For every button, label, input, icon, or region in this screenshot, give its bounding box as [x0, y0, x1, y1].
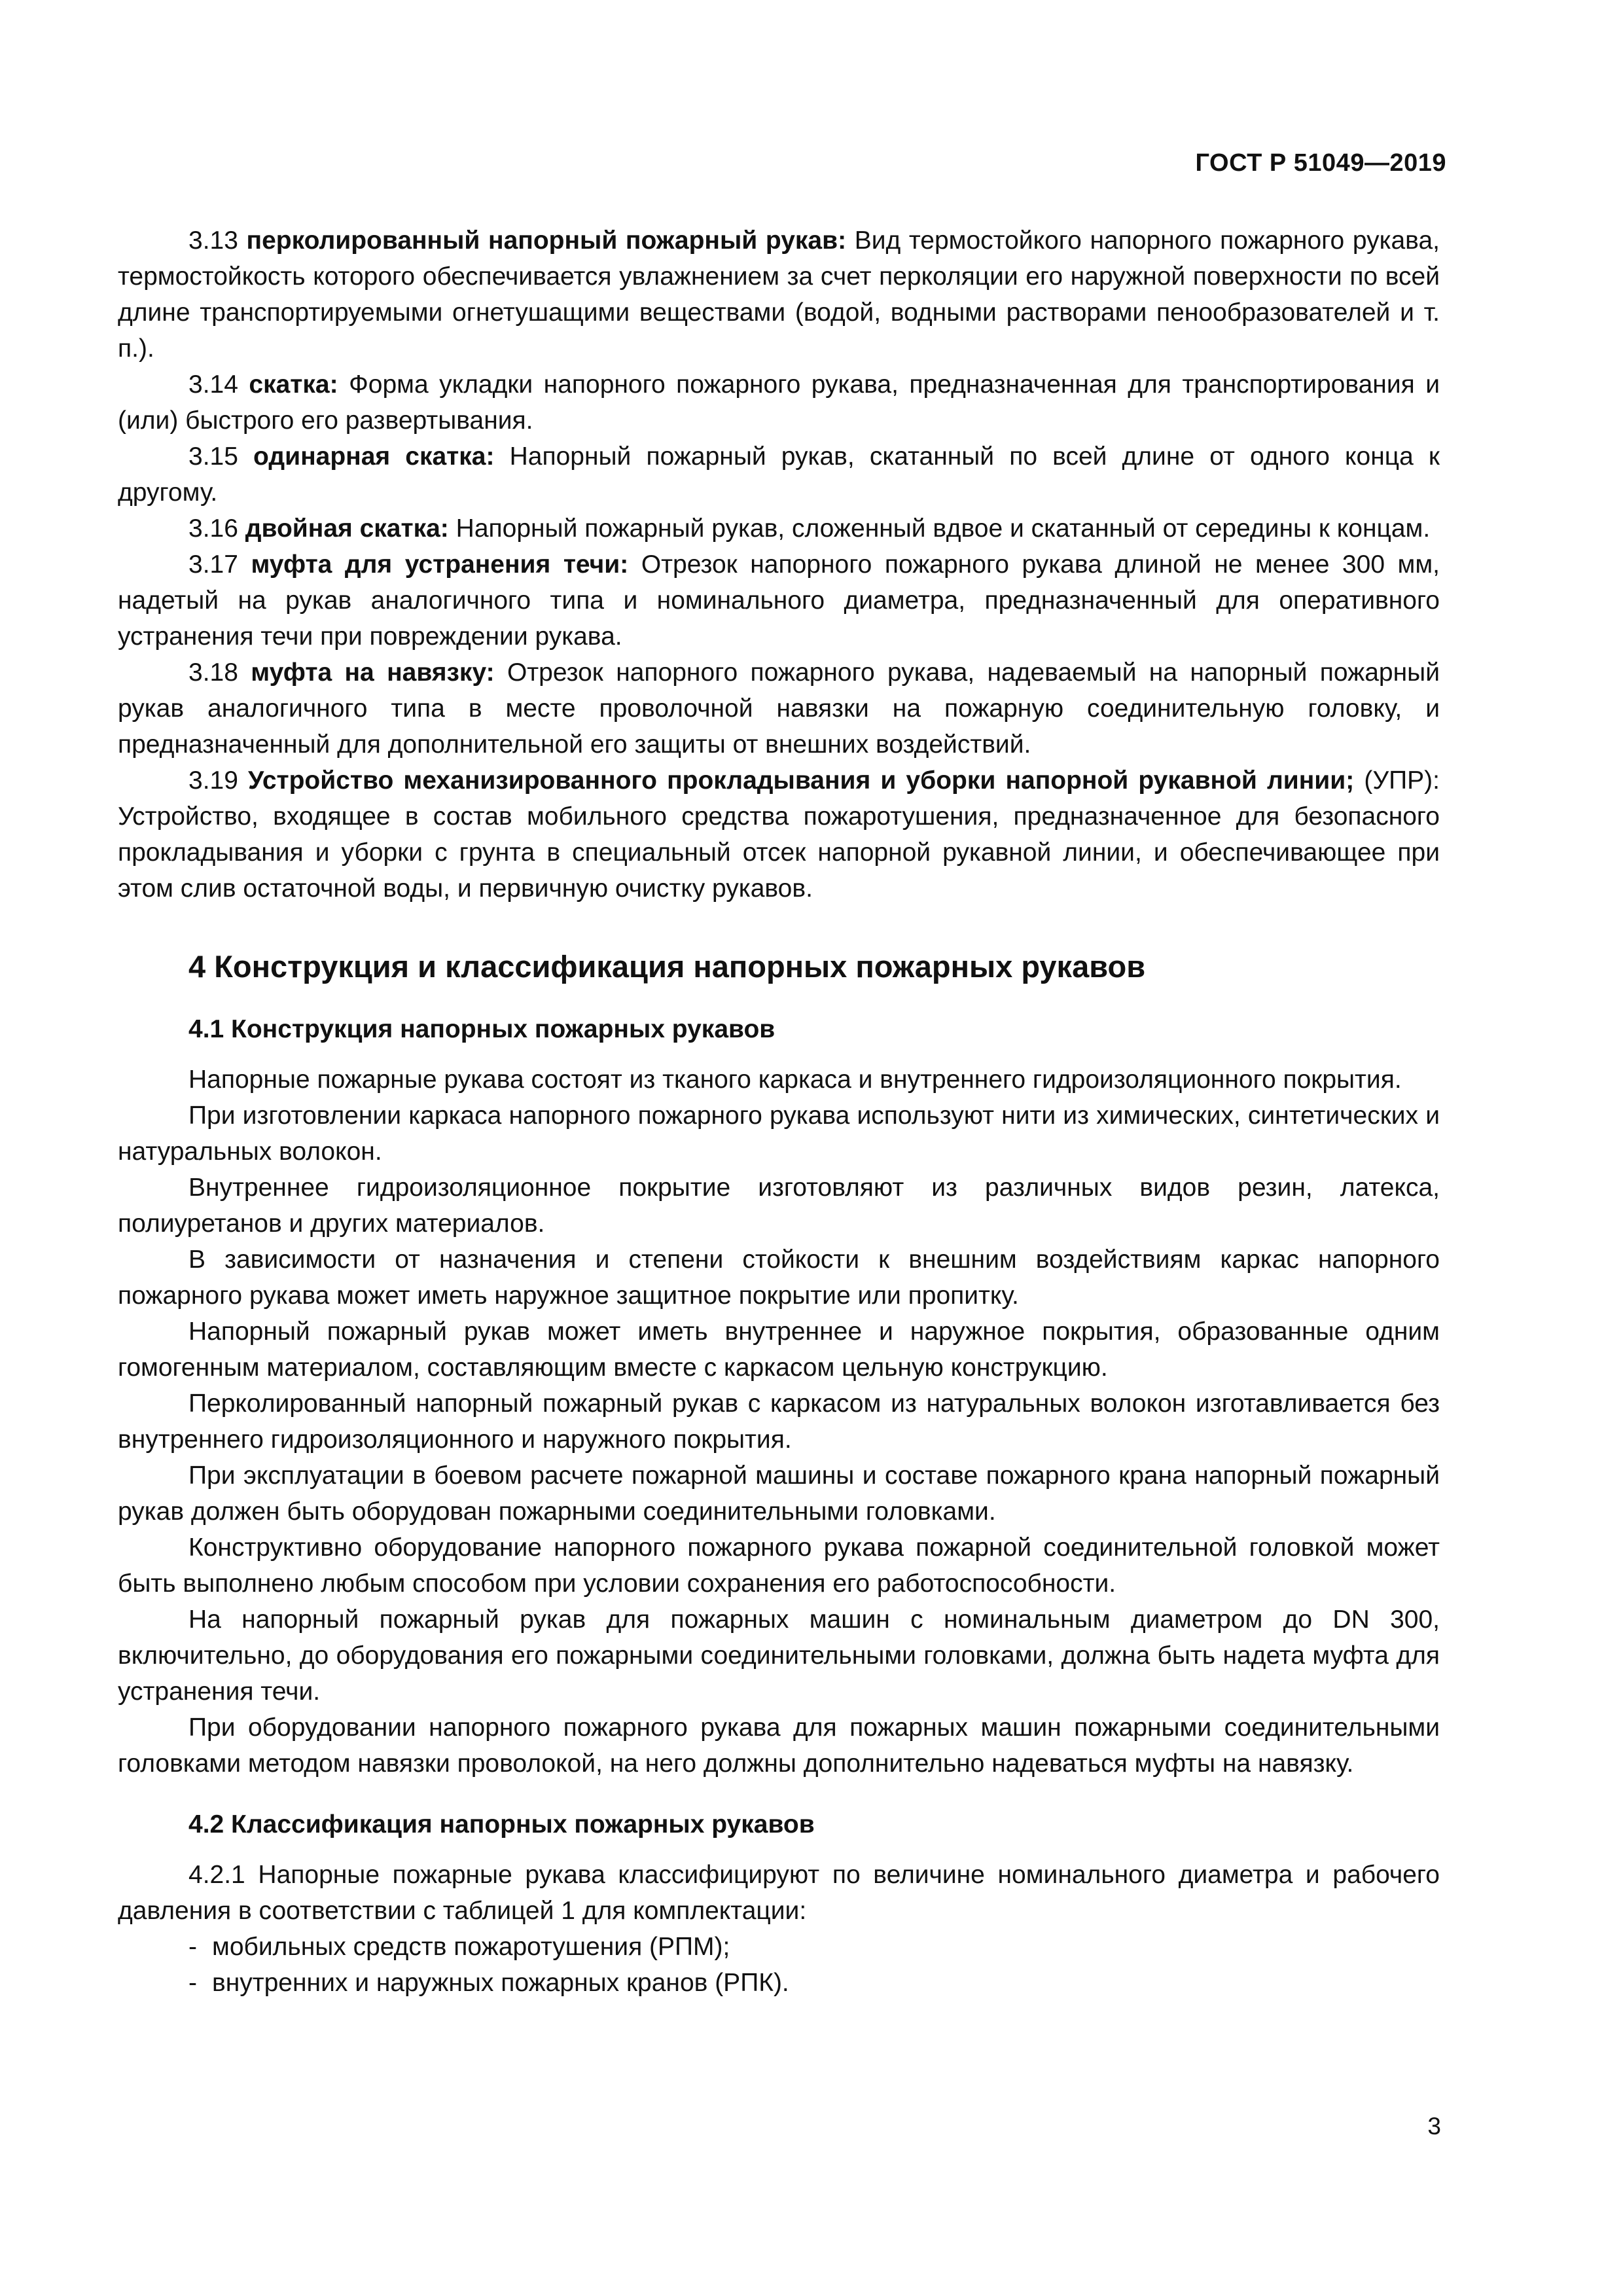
- definition-number: 3.18: [188, 658, 238, 687]
- section-title: 4 Конструкция и классификация напорных пожарных рукавов: [188, 949, 1146, 984]
- paragraph: При оборудовании напорного пожарного рукава для пожарных машин пожарными соединительными головками методом навязки проволокой, на него должны дополнительно надеваться муфты на навязку.: [118, 1713, 1440, 1778]
- definition-text: Отрезок напорного пожарного рукава длиной не менее 300 мм, надетый на рукав аналогичного типа и номинального диаметра, предназначенный для оперативного устранения течи при повреждении рукава.: [118, 550, 1440, 651]
- definition-number: 3.19: [188, 766, 238, 795]
- page-content: [118, 223, 1440, 2001]
- paragraph: При эксплуатации в боевом расчете пожарной машины и составе пожарного крана напорный пожарный рукав должен быть оборудован пожарными соединительными головками.: [118, 1462, 1440, 1526]
- paragraph-4-2-1: 4.2.1 Напорные пожарные рукава классифицируют по величине номинального диаметра и рабочего давления в соответствии с таблицей 1 для комплектации:: [118, 1861, 1440, 1925]
- paragraph: При изготовлении каркаса напорного пожарного рукава используют нити из химических, синтетических и натуральных волокон.: [118, 1102, 1440, 1166]
- definition-text: (УПР): Устройство, входящее в состав мобильного средства пожаротушения, предназначенное для безопасного прокладывания и уборки с грунта в специальный отсек напорной рукавной линии, и обеспечивающее при этом слив остаточной воды, и первичную очистку рукавов.: [118, 766, 1440, 903]
- definition-number: 3.17: [188, 550, 238, 579]
- dash-bullet: -: [188, 1969, 197, 1997]
- dash-bullet: -: [188, 1933, 197, 1961]
- definition-number: 3.16: [188, 514, 238, 543]
- definition-text: Отрезок напорного пожарного рукава, надеваемый на напорный пожарный рукав аналогичного типа в месте проволочной навязки на пожарную соединительную головку, и предназначенный для дополнительной его защиты от внешних воздействий.: [118, 658, 1440, 759]
- paragraph: В зависимости от назначения и степени стойкости к внешним воздействиям каркас напорного пожарного рукава может иметь наружное защитное покрытие или пропитку.: [118, 1246, 1440, 1310]
- list-item-text: внутренних и наружных пожарных кранов (РПК).: [212, 1969, 789, 1997]
- definition-number: 3.13: [188, 226, 238, 255]
- definition-text: Форма укладки напорного пожарного рукава, предназначенная для транспортирования и (или) быстрого его развертывания.: [118, 370, 1440, 435]
- definition-term: перколированный напорный пожарный рукав:: [246, 226, 847, 255]
- paragraph: Напорные пожарные рукава состоят из тканого каркаса и внутреннего гидроизоляционного покрытия.: [188, 1066, 1402, 1094]
- list-item-text: мобильных средств пожаротушения (РПМ);: [212, 1933, 730, 1961]
- list-item: [118, 1929, 1440, 1965]
- definition-3-16: [118, 511, 1440, 547]
- paragraph: Перколированный напорный пожарный рукав с каркасом из натуральных волокон изготавливается без внутреннего гидроизоляционного и наружного покрытия.: [118, 1390, 1440, 1454]
- subsection-title-4-2: 4.2 Классификация напорных пожарных рукавов: [188, 1810, 815, 1839]
- definition-3-15: [118, 439, 1440, 511]
- paragraph: Внутреннее гидроизоляционное покрытие изготовляют из различных видов резин, латекса, полиуретанов и других материалов.: [118, 1174, 1440, 1238]
- page-number: 3: [1427, 2113, 1441, 2140]
- definition-term: двойная скатка:: [245, 514, 449, 543]
- subsection-title-4-1: 4.1 Конструкция напорных пожарных рукавов: [188, 1015, 776, 1043]
- definition-3-13: [118, 223, 1440, 367]
- definition-term: муфта на навязку:: [251, 658, 495, 687]
- definition-term: скатка:: [249, 370, 338, 399]
- list-item: [118, 1965, 1440, 2001]
- definition-3-14: [118, 367, 1440, 439]
- definition-text: Вид термостойкого напорного пожарного рукава, термостойкость которого обеспечивается увлажнением за счет перколяции его наружной поверхности по всей длине транспортируемыми огнетушащими веществами (водой, водными растворами пенообразователей и т. п.).: [118, 226, 1440, 363]
- definition-3-17: [118, 547, 1440, 655]
- definition-number: 3.15: [188, 442, 238, 471]
- standard-code: ГОСТ Р 51049—2019: [1195, 149, 1446, 177]
- paragraph: Напорный пожарный рукав может иметь внутреннее и наружное покрытия, образованные одним гомогенным материалом, составляющим вместе с каркасом цельную конструкцию.: [118, 1318, 1440, 1382]
- definition-3-19: [118, 762, 1440, 906]
- definition-term: Устройство механизированного прокладывания и уборки напорной рукавной линии;: [248, 766, 1355, 795]
- definition-text: Напорный пожарный рукав, скатанный по всей длине от одного конца к другому.: [118, 442, 1440, 507]
- definition-term: одинарная скатка:: [253, 442, 495, 471]
- paragraph: На напорный пожарный рукав для пожарных машин с номинальным диаметром до DN 300, включительно, до оборудования его пожарными соединительными головками, должна быть надета муфта для устранения течи.: [118, 1605, 1440, 1706]
- definition-term: муфта для устранения течи:: [251, 550, 629, 579]
- definition-number: 3.14: [188, 370, 238, 399]
- paragraph: Конструктивно оборудование напорного пожарного рукава пожарной соединительной головкой может быть выполнено любым способом при условии сохранения его работоспособности.: [118, 1534, 1440, 1598]
- definition-3-18: [118, 655, 1440, 762]
- classification-list: [118, 1929, 1440, 2001]
- definition-text: Напорный пожарный рукав, сложенный вдвое и скатанный от середины к концам.: [455, 514, 1431, 543]
